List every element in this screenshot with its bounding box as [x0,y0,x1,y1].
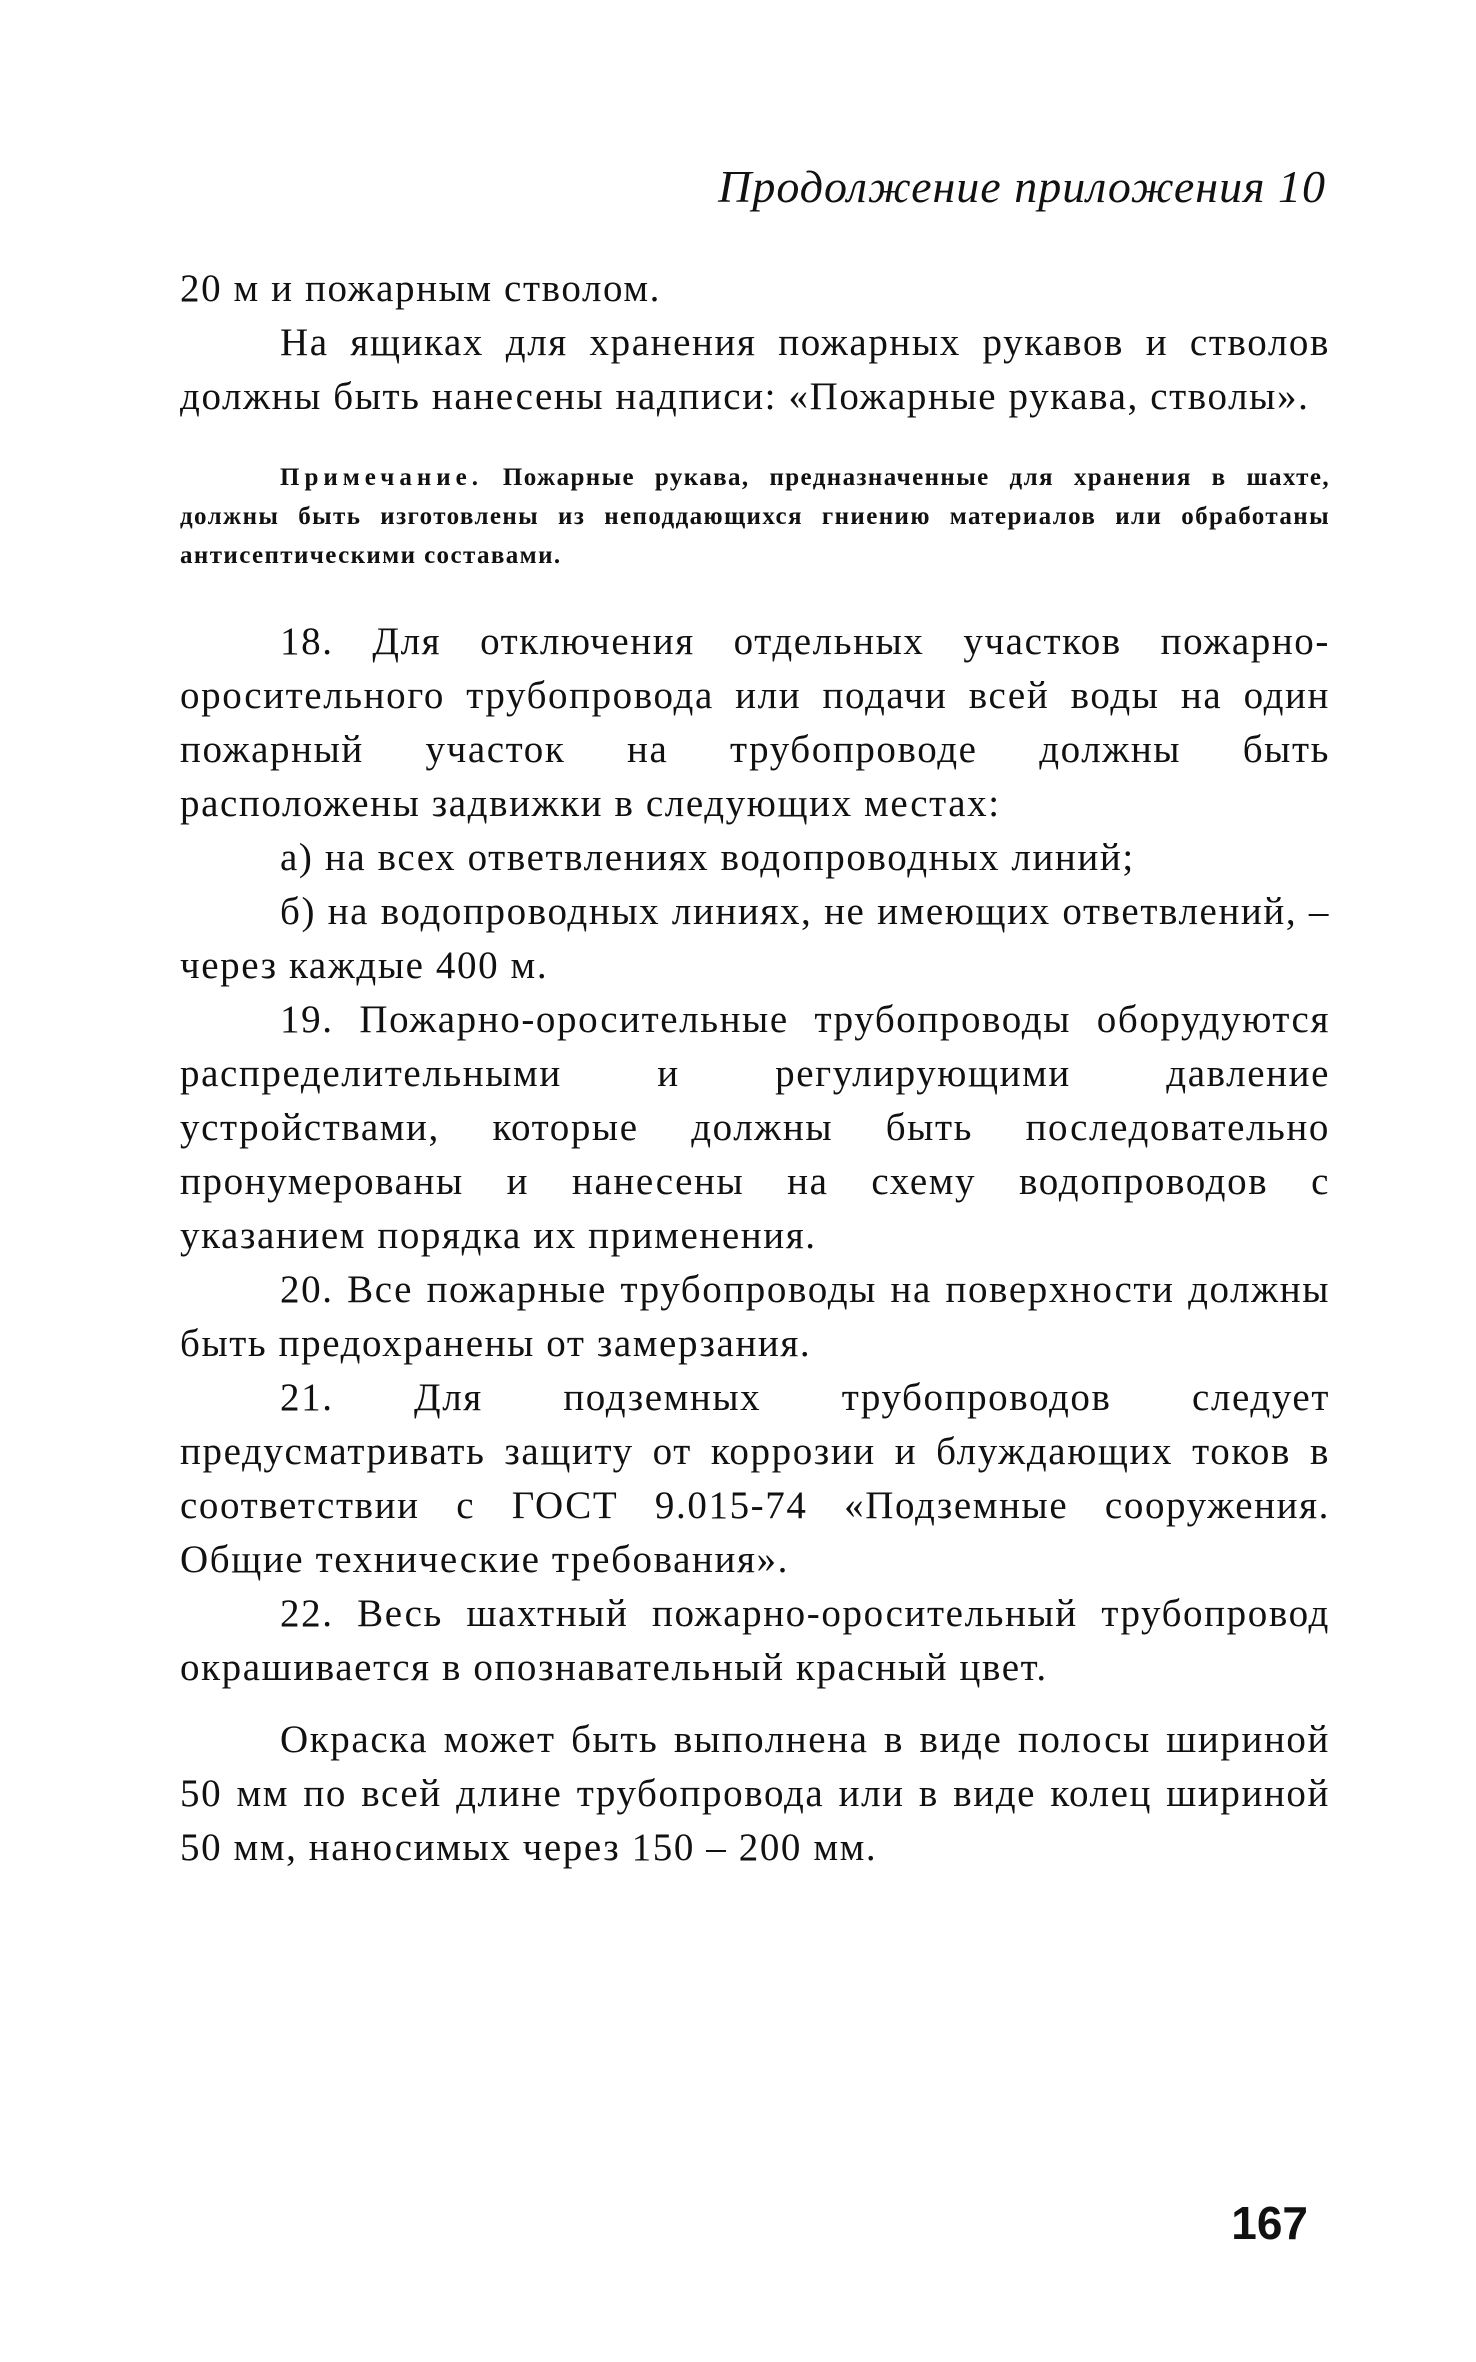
body-text [180,262,1330,1875]
paragraph-paint: Окраска может быть выполнена в виде полосы шириной 50 мм по всей длине трубопровода или в виде колец шириной 50 мм, наносимых через 150 – 200 мм. [180,1718,1330,1869]
paragraph-19: 19. Пожарно-оросительные трубопроводы оборудуются распределительными и регулирующими давление устройствами, которые должны быть последовательно пронумерованы и нанесены на схему водопроводов с указанием порядка их применения. [180,998,1330,1257]
paragraph-18-b: б) на водопроводных линиях, не имеющих ответвлений, – через каждые 400 м. [180,890,1330,987]
paragraph-20: 20. Все пожарные трубопроводы на поверхности должны быть предохранены от замерзания. [180,1268,1330,1365]
paragraph-21: 21. Для подземных трубопроводов следует предусматривать защиту от коррозии и блуждающих токов в соответствии с ГОСТ 9.015-74 «Подземные сооружения. Общие технические требования». [180,1376,1330,1581]
running-head: Продолжение приложения 10 [718,161,1326,212]
paragraph-18: 18. Для отключения отдельных участков пожарно-оросительного трубопровода или подачи всей воды на один пожарный участок на трубопроводе должны быть расположены задвижки в следующих местах: [180,620,1330,825]
note [180,458,1330,575]
paragraph-18-a: а) на всех ответвлениях водопроводных линий; [280,836,1135,879]
paragraph-continuation: 20 м и пожарным стволом. [180,267,661,310]
paragraph-boxes: На ящиках для хранения пожарных рукавов и стволов должны быть нанесены надписи: «Пожарные рукава, стволы». [180,321,1330,418]
page-number: 167 [1231,2197,1308,2249]
paragraph-22: 22. Весь шахтный пожарно-оросительный трубопровод окрашивается в опознавательный красный цвет. [180,1592,1330,1689]
note-label: Примечание. [280,464,484,491]
note-text: Пожарные рукава, предназначенные для хранения в шахте, должны быть изготовлены из неподдающихся гниению материалов или обработаны антисептическими составами. [180,464,1330,569]
